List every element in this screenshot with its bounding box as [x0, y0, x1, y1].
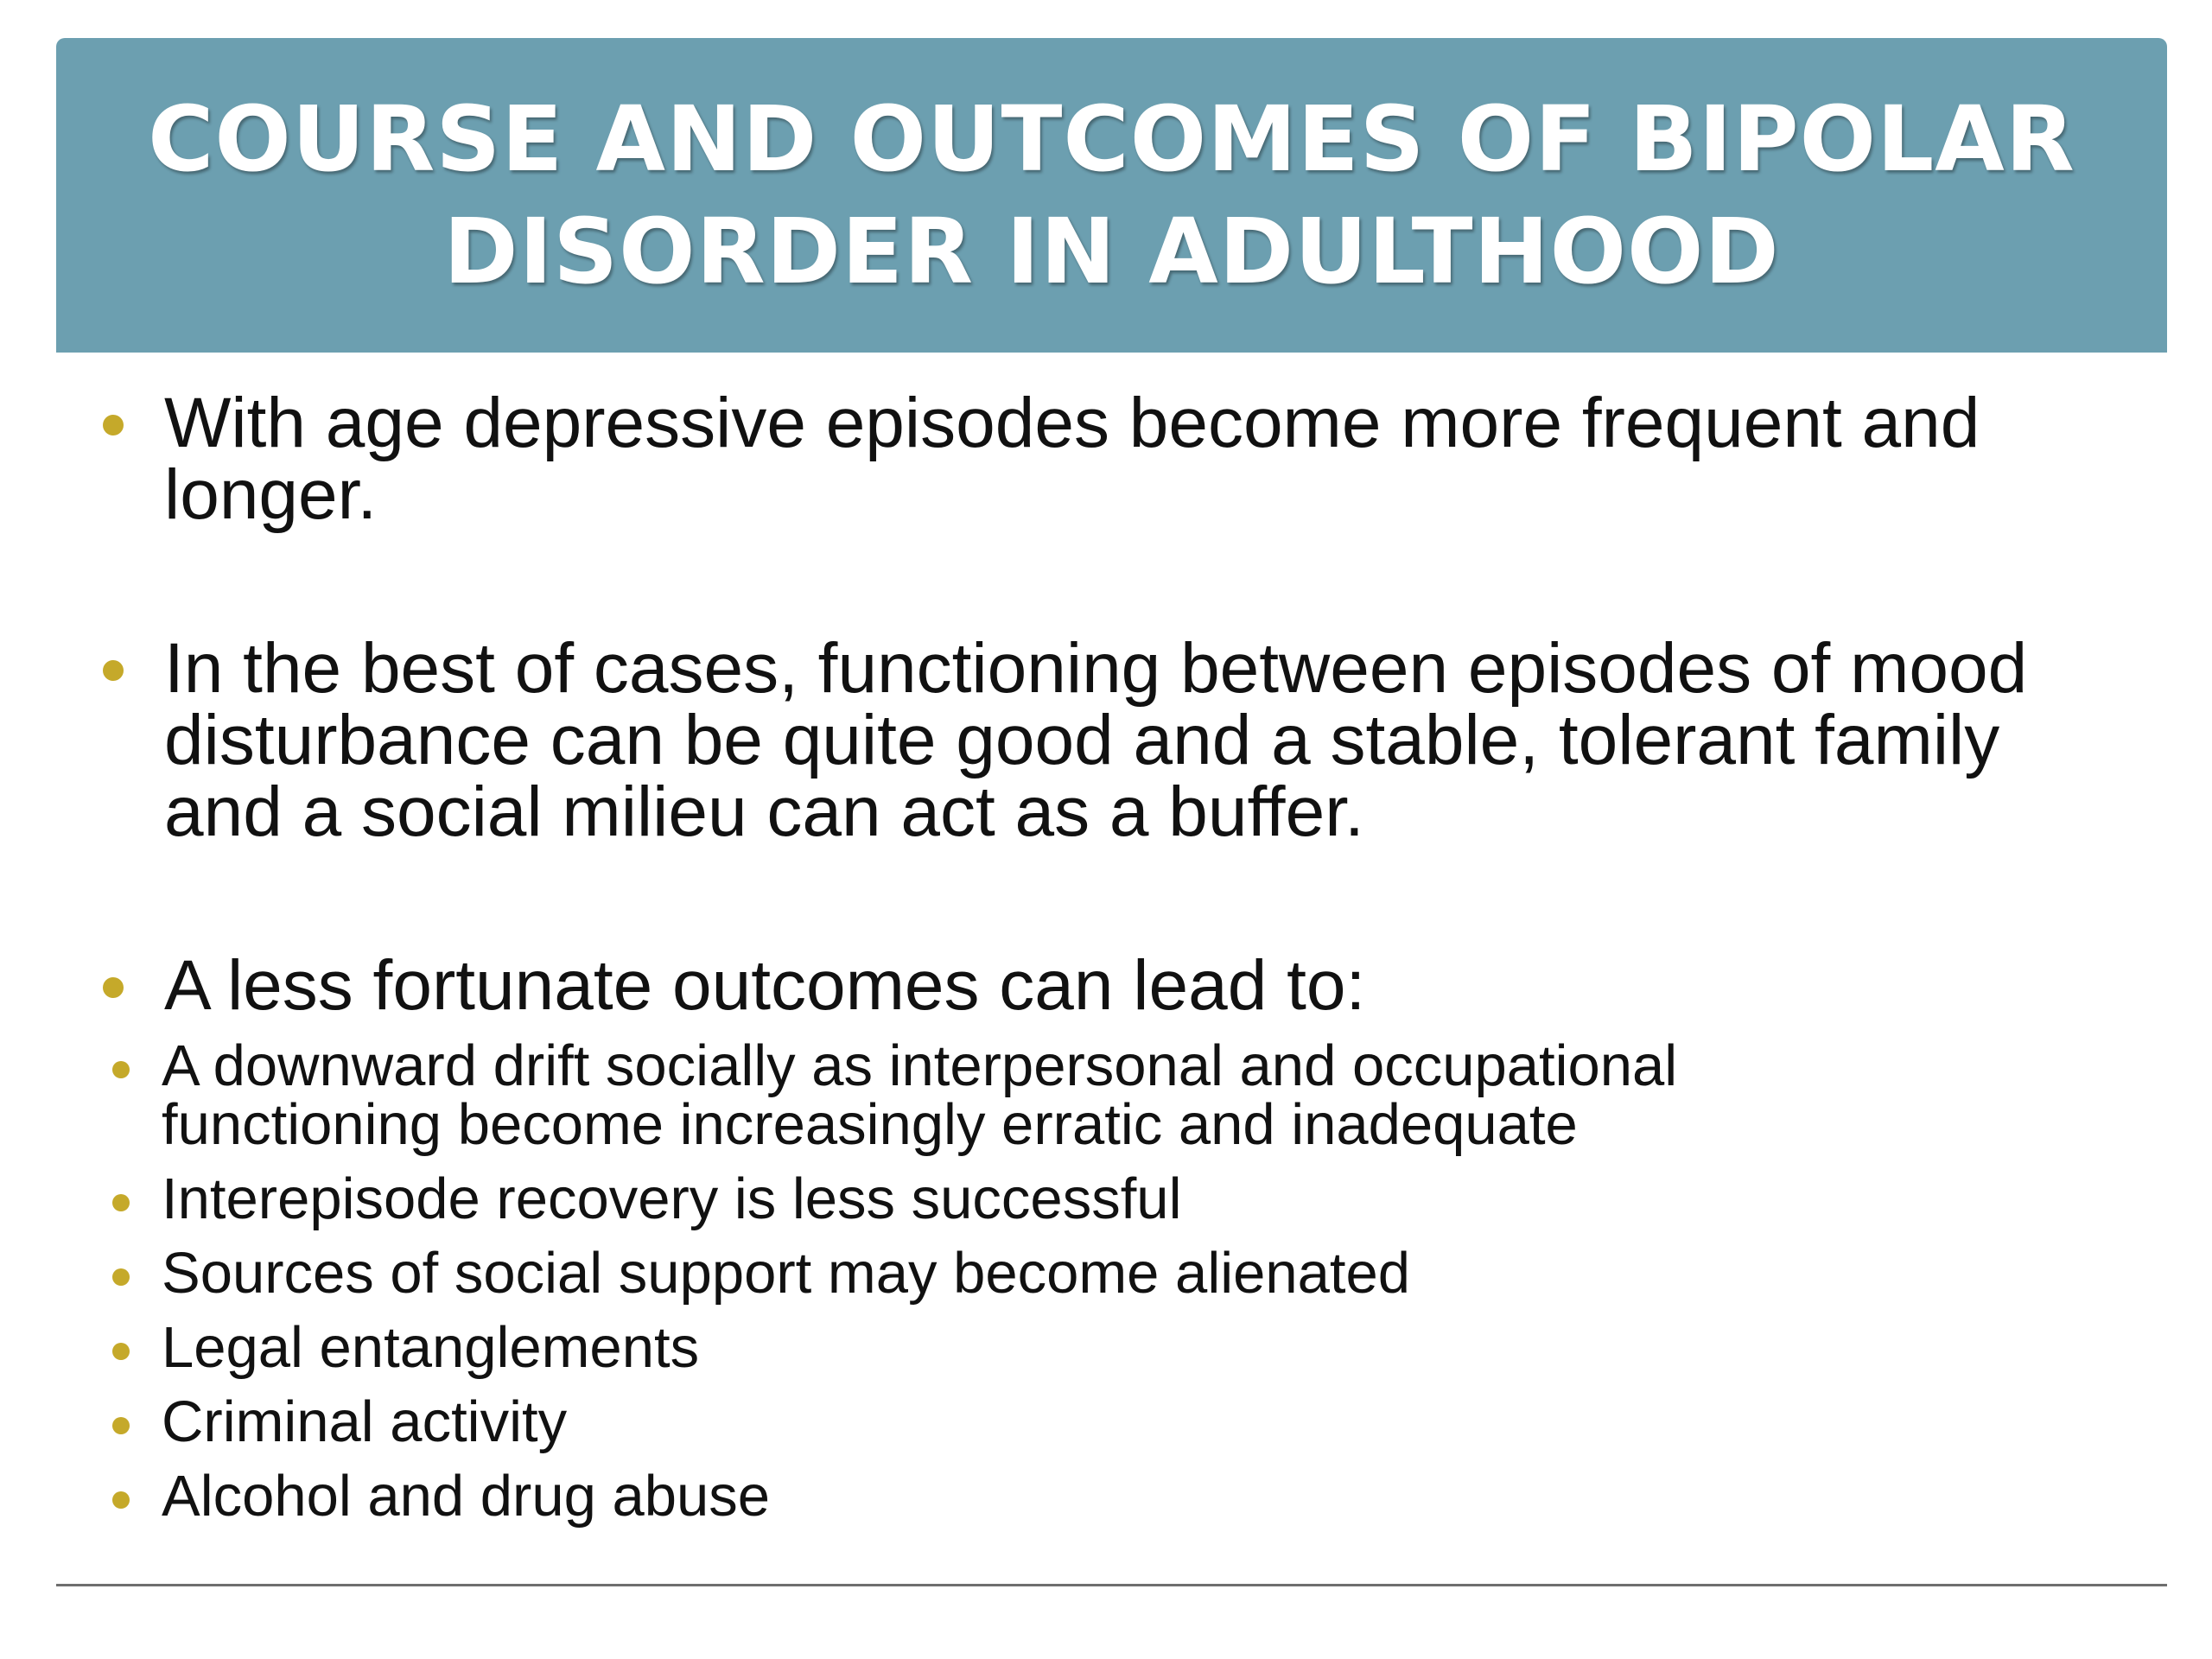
sub-bullet-dot-icon	[112, 1343, 130, 1360]
bullet-1-line-1: With age depressive episodes become more frequent and	[164, 384, 1980, 462]
sub-bullet-dot-icon	[112, 1268, 130, 1286]
sub-bullet-item-2	[26, 1166, 2065, 1231]
bullet-3-text: A less fortunate outcomes can lead to:	[164, 946, 1366, 1025]
sub-bullet-list	[26, 1033, 2065, 1529]
sub-bullet-item-5	[26, 1389, 2065, 1454]
sub-bullet-6-text: Alcohol and drug abuse	[162, 1464, 771, 1529]
bullet-item-3	[95, 946, 2134, 1025]
sub-bullet-item-3	[26, 1241, 2065, 1306]
sub-bullet-3-text: Sources of social support may become alienated	[162, 1241, 1411, 1306]
sub-bullet-item-4	[26, 1315, 2065, 1380]
bullet-2-line-3: and a social milieu can act as a buffer.	[164, 772, 1364, 851]
slide-title-line-2: DISORDER IN ADULTHOOD	[443, 199, 1780, 304]
bullet-dot-icon	[103, 415, 124, 435]
sub-bullet-5-text: Criminal activity	[162, 1389, 568, 1454]
sub-bullet-item-1	[26, 1033, 2065, 1157]
bottom-divider	[56, 1584, 2167, 1586]
sub-bullet-1-line-2: functioning become increasingly erratic and inadequate	[162, 1092, 1578, 1157]
sub-bullet-container	[26, 1033, 2065, 1529]
sub-bullet-dot-icon	[112, 1194, 130, 1211]
sub-bullet-dot-icon	[112, 1417, 130, 1434]
sub-bullet-2-text: Interepisode recovery is less successful	[162, 1166, 1182, 1231]
bullet-2-line-1: In the best of cases, functioning between episodes of mood	[164, 629, 2028, 708]
bullet-dot-icon	[103, 977, 124, 998]
slide-title	[148, 83, 2075, 308]
bullet-item-1	[95, 384, 2134, 534]
slide-title-line-1: COURSE AND OUTCOMES OF BIPOLAR	[148, 86, 2075, 192]
bullet-list	[95, 384, 2134, 1025]
sub-bullet-1-line-1: A downward drift socially as interpersonal and occupational	[162, 1033, 1678, 1098]
sub-bullet-4-text: Legal entanglements	[162, 1315, 700, 1380]
bullet-2-line-2: disturbance can be quite good and a stable, tolerant family	[164, 701, 2000, 779]
slide-content	[95, 384, 2134, 1541]
bullet-item-2	[95, 629, 2134, 851]
sub-bullet-item-6	[26, 1464, 2065, 1529]
sub-bullet-dot-icon	[112, 1491, 130, 1509]
bullet-1-line-2: longer.	[164, 455, 378, 534]
sub-bullet-dot-icon	[112, 1061, 130, 1078]
bullet-dot-icon	[103, 660, 124, 681]
title-banner	[56, 38, 2167, 353]
